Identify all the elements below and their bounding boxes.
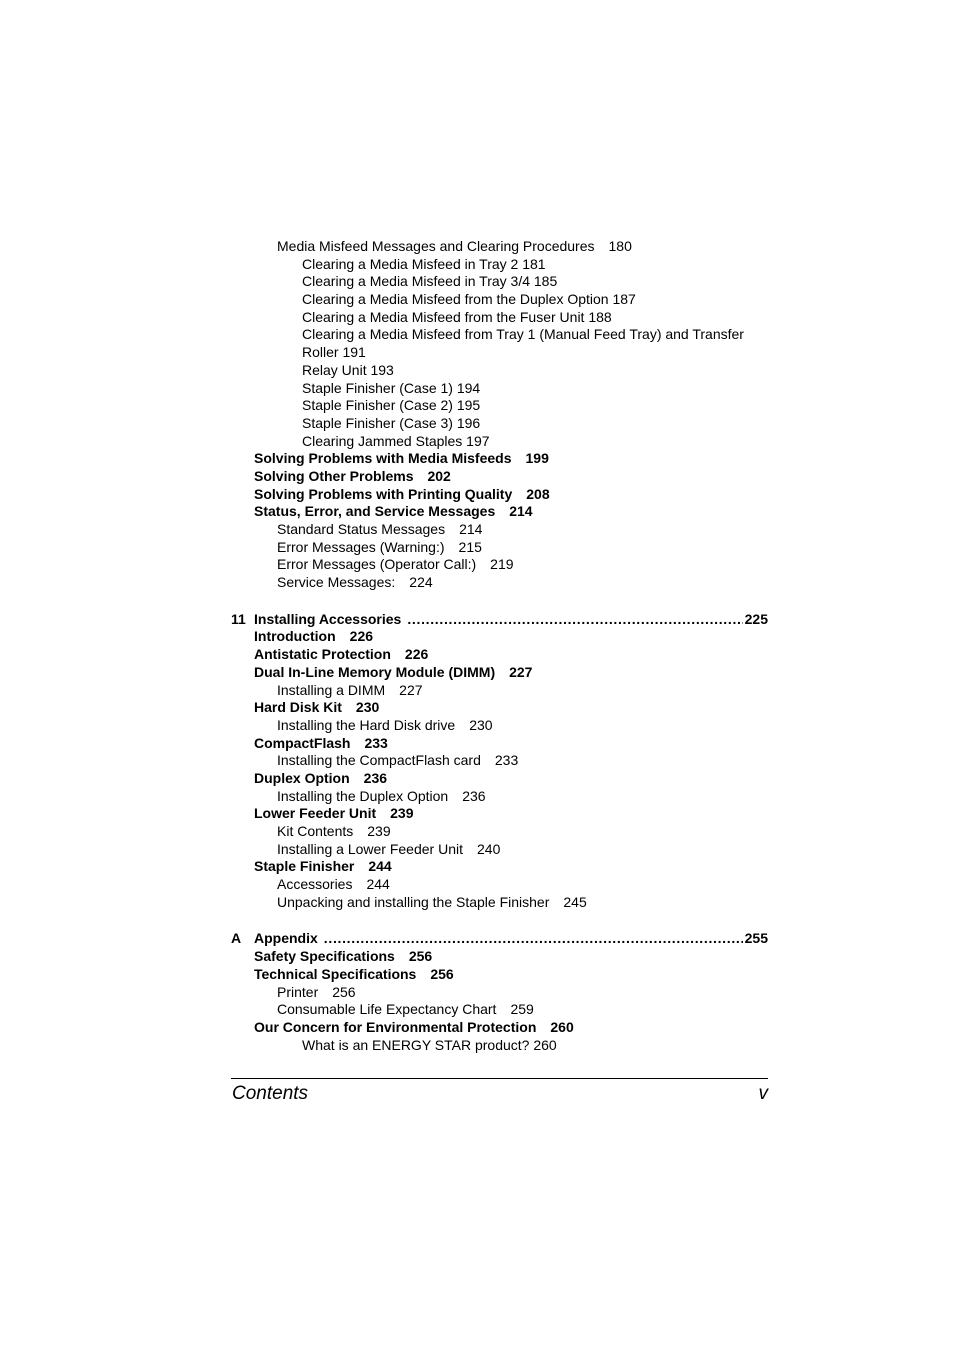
toc-entry-level4[interactable]: Relay Unit 193: [302, 361, 394, 378]
toc-entry-level2[interactable]: [231, 948, 768, 966]
toc-entry-level3[interactable]: [231, 521, 768, 539]
toc-entry-level3[interactable]: [231, 984, 768, 1002]
toc-appendix[interactable]: [231, 930, 768, 948]
toc-entry-level3[interactable]: [231, 539, 768, 557]
footer-rule: [231, 1078, 768, 1079]
toc-entry-level2[interactable]: [231, 628, 768, 646]
toc-entry-level4-continued[interactable]: Roller 191: [302, 344, 366, 361]
toc-entry-page: 245: [563, 893, 587, 910]
toc-entry-title: Installing the Hard Disk drive: [277, 716, 456, 733]
toc-entry-title: Media Misfeed Messages and Clearing Procedures: [277, 238, 595, 254]
toc-entry-title: Technical Specifications: [254, 965, 417, 982]
toc-entry-page: 202: [427, 467, 451, 484]
toc-entry-level3[interactable]: [231, 752, 768, 770]
toc-entry-title: What is an ENERGY STAR product? 260: [302, 1036, 557, 1053]
toc-entry-page: 240: [477, 840, 501, 857]
toc-entry-title: Dual In-Line Memory Module (DIMM): [254, 663, 496, 680]
toc-entry-title: Kit Contents: [277, 823, 354, 839]
appendix-title: Appendix: [254, 930, 318, 947]
toc-entry-page: 236: [363, 769, 388, 786]
toc-entry-level2[interactable]: [231, 699, 768, 717]
toc-entry-level2[interactable]: [231, 735, 768, 753]
toc-chapter-11[interactable]: [231, 611, 768, 629]
toc-entry-page: 230: [355, 699, 380, 716]
chapter-11-entries: [231, 628, 768, 911]
toc-entry-level3[interactable]: [231, 894, 768, 912]
toc-entry-level3[interactable]: [231, 788, 768, 806]
toc-entry-title: Standard Status Messages: [277, 521, 446, 537]
toc-entry-page: 227: [399, 681, 423, 698]
toc-entry-page: 224: [409, 574, 433, 591]
toc-entry-title: Staple Finisher: [254, 858, 355, 875]
toc-entry-title: Printer: [277, 983, 319, 1000]
toc-entry-level4[interactable]: Staple Finisher (Case 1) 194: [302, 379, 481, 396]
toc-entry-page: 208: [526, 485, 550, 502]
toc-entry-title: Installing a DIMM: [277, 681, 386, 698]
toc-entry-level3[interactable]: [231, 1001, 768, 1019]
toc-entry-level2[interactable]: [231, 468, 768, 486]
dot-leader: [324, 930, 743, 948]
toc-entry-title: Error Messages (Warning:): [277, 538, 445, 555]
appendix-entries: [231, 948, 768, 1054]
toc-entry-title: Hard Disk Kit: [254, 699, 342, 716]
toc-entry-level3[interactable]: [231, 682, 768, 700]
toc-entry-level3[interactable]: [231, 574, 768, 592]
toc-entry-level3[interactable]: [231, 556, 768, 574]
toc-entry-level3[interactable]: [231, 717, 768, 735]
toc-entry-level4[interactable]: Clearing Jammed Staples 197: [302, 432, 490, 449]
toc-entry-page: 239: [390, 805, 414, 822]
toc-entry-title: Duplex Option: [254, 769, 350, 786]
toc-entry-page: 230: [469, 716, 493, 733]
toc-entry-page: 260: [550, 1018, 574, 1035]
dot-leader: [407, 611, 742, 629]
toc-entry-page: 180: [608, 238, 632, 254]
appendix-letter: A: [231, 930, 242, 947]
toc-entry-page: 244: [368, 858, 392, 875]
toc-entry-title: Lower Feeder Unit: [254, 805, 377, 822]
chapter-page: 225: [744, 610, 768, 627]
toc-entry-title: Installing the CompactFlash card: [277, 752, 481, 769]
toc-entry-title: Installing a Lower Feeder Unit: [277, 840, 463, 857]
toc-entry-level2[interactable]: [231, 770, 768, 788]
toc-entry-page: 214: [459, 521, 483, 537]
toc-entry-level2[interactable]: [231, 450, 768, 468]
toc-entry-title: Antistatic Protection: [254, 646, 391, 663]
toc-entry-title: Status, Error, and Service Messages: [254, 503, 496, 520]
toc-entry-level2[interactable]: [231, 664, 768, 682]
toc-entry-title: Accessories: [277, 876, 353, 893]
toc-entry-page: 233: [364, 734, 388, 751]
toc-entry-level4[interactable]: Clearing a Media Misfeed from Tray 1 (Manual Feed Tray) and Transfer: [302, 326, 744, 343]
toc-entry-page: 215: [458, 538, 482, 555]
toc-entry-page: 239: [367, 823, 391, 839]
toc-entry-level4[interactable]: Clearing a Media Misfeed from the Duplex Option 187: [302, 291, 636, 308]
chapter-title: Installing Accessories: [254, 610, 402, 627]
toc-entry-page: 256: [430, 965, 454, 982]
toc-entry-level4[interactable]: Staple Finisher (Case 3) 196: [302, 414, 481, 431]
toc-entry-page: 219: [490, 556, 514, 573]
toc-entry-page: 199: [525, 450, 549, 467]
appendix-page: 255: [744, 930, 768, 947]
toc-entry-page: 259: [510, 1001, 534, 1018]
toc-entry-page: 236: [462, 787, 486, 804]
toc-entry-level2[interactable]: [231, 805, 768, 823]
table-of-contents: [231, 238, 768, 1054]
toc-entry-level2[interactable]: [231, 1019, 768, 1037]
toc-entry-level4[interactable]: Staple Finisher (Case 2) 195: [302, 397, 481, 414]
toc-entry-title: Introduction: [254, 628, 336, 645]
toc-entry-page: 256: [408, 948, 433, 965]
toc-entry-level4[interactable]: Clearing a Media Misfeed in Tray 3/4 185: [302, 273, 558, 290]
toc-entry-page: 256: [332, 983, 356, 1000]
toc-entry-title: Solving Other Problems: [254, 467, 414, 484]
toc-entry-page: 227: [509, 663, 533, 680]
toc-entry-title: CompactFlash: [254, 734, 351, 751]
footer-title: Contents: [232, 1083, 309, 1104]
toc-entry-page: 233: [494, 752, 519, 769]
toc-entry-title: Unpacking and installing the Staple Finisher: [277, 893, 550, 910]
chapter-number: 11: [231, 610, 246, 627]
toc-entry-level2[interactable]: [231, 486, 768, 504]
footer-page-number: v: [758, 1083, 768, 1104]
toc-entry-title: Solving Problems with Printing Quality: [254, 485, 513, 502]
toc-entry-level4[interactable]: Clearing a Media Misfeed in Tray 2 181: [302, 255, 546, 272]
toc-entry-level3[interactable]: [231, 841, 768, 859]
toc-entry-page: 214: [509, 503, 533, 520]
toc-entry-level2[interactable]: [231, 858, 768, 876]
toc-entry-page: 226: [404, 646, 429, 663]
toc-entry-title: Installing the Duplex Option: [277, 787, 449, 804]
toc-entry-title: Solving Problems with Media Misfeeds: [254, 450, 512, 467]
toc-entry-level3[interactable]: [231, 238, 768, 256]
toc-entry-level4[interactable]: Clearing a Media Misfeed from the Fuser Unit 188: [302, 308, 612, 325]
toc-entry-level2[interactable]: [231, 646, 768, 664]
toc-entry-title: Error Messages (Operator Call:): [277, 556, 477, 573]
toc-entry-level3[interactable]: [231, 823, 768, 841]
toc-entry-page: 244: [366, 876, 390, 893]
toc-entry-level3[interactable]: [231, 876, 768, 894]
toc-entry-title: Our Concern for Environmental Protection: [254, 1018, 537, 1035]
toc-entry-level2[interactable]: [231, 503, 768, 521]
toc-entry-level4[interactable]: [231, 1037, 768, 1055]
toc-entry-title: Safety Specifications: [254, 948, 395, 965]
toc-entry-title: Consumable Life Expectancy Chart: [277, 1001, 497, 1018]
toc-entry-title: Service Messages:: [277, 574, 396, 591]
toc-entry-level2[interactable]: [231, 966, 768, 984]
toc-entry-page: 226: [349, 628, 374, 645]
